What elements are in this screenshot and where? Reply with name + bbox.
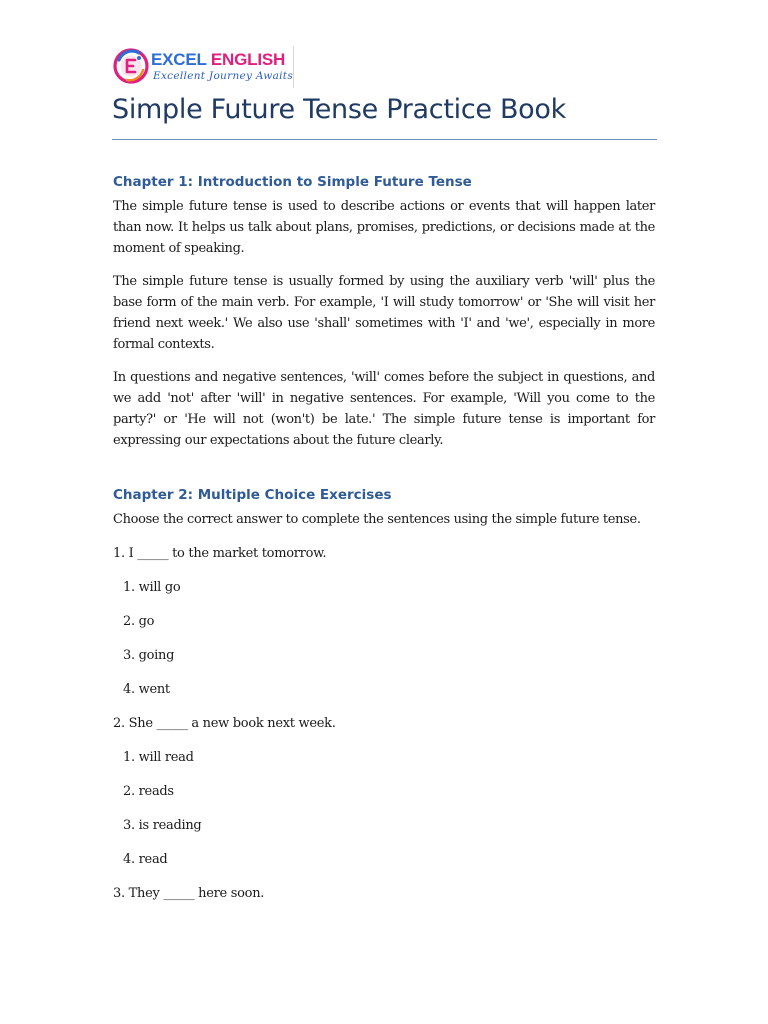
question-1-option-1: 1. will go <box>123 580 181 595</box>
document-body <box>113 172 655 917</box>
excel-english-logo-icon <box>113 48 149 84</box>
question-2-option-4: 4. read <box>123 852 168 867</box>
question-3: 3. They _____ here soon. <box>113 886 265 901</box>
header <box>113 44 313 90</box>
title-rule <box>112 139 657 140</box>
question-1-option-2: 2. go <box>123 614 155 629</box>
logo-wordmark <box>151 50 285 70</box>
header-divider <box>293 46 294 88</box>
question-2: 2. She _____ a new book next week. <box>113 716 336 731</box>
logo-word-english: ENGLISH <box>210 50 286 69</box>
question-1-option-3: 3. going <box>123 648 175 663</box>
question-1-option-4: 4. went <box>123 682 170 697</box>
chapter-1-paragraph-2: The simple future tense is usually formed by using the auxiliary verb 'will' plus the base form of the main verb. For example, 'I will study tomorrow' or 'She will visit her friend next week.' We also use 'shall' sometimes with 'I' and 'we', especially in more formal contexts. <box>113 274 655 352</box>
chapter-2-heading: Chapter 2: Multiple Choice Exercises <box>113 487 392 503</box>
question-2-option-1: 1. will read <box>123 750 194 765</box>
chapter-1-paragraph-1: The simple future tense is used to describe actions or events that will happen later than now. It helps us talk about plans, promises, predictions, or decisions made at the moment of speaking. <box>113 199 655 256</box>
chapter-2-instructions: Choose the correct answer to complete the sentences using the simple future tense. <box>113 512 641 527</box>
logo-word-excel: EXCEL <box>151 50 207 69</box>
question-1: 1. I _____ to the market tomorrow. <box>113 546 327 561</box>
chapter-1-heading: Chapter 1: Introduction to Simple Future Tense <box>113 174 472 190</box>
page-title: Simple Future Tense Practice Book <box>112 94 566 125</box>
question-2-option-3: 3. is reading <box>123 818 202 833</box>
chapter-1-paragraph-3: In questions and negative sentences, 'will' comes before the subject in questions, and we add 'not' after 'will' in negative sentences. For example, 'Will you come to the party?' or 'He will not (won't) be late.' The simple future tense is important for expressing our expectations about the future clearly. <box>113 370 655 448</box>
question-2-option-2: 2. reads <box>123 784 174 799</box>
logo-tagline: Excellent Journey Awaits <box>153 70 294 82</box>
